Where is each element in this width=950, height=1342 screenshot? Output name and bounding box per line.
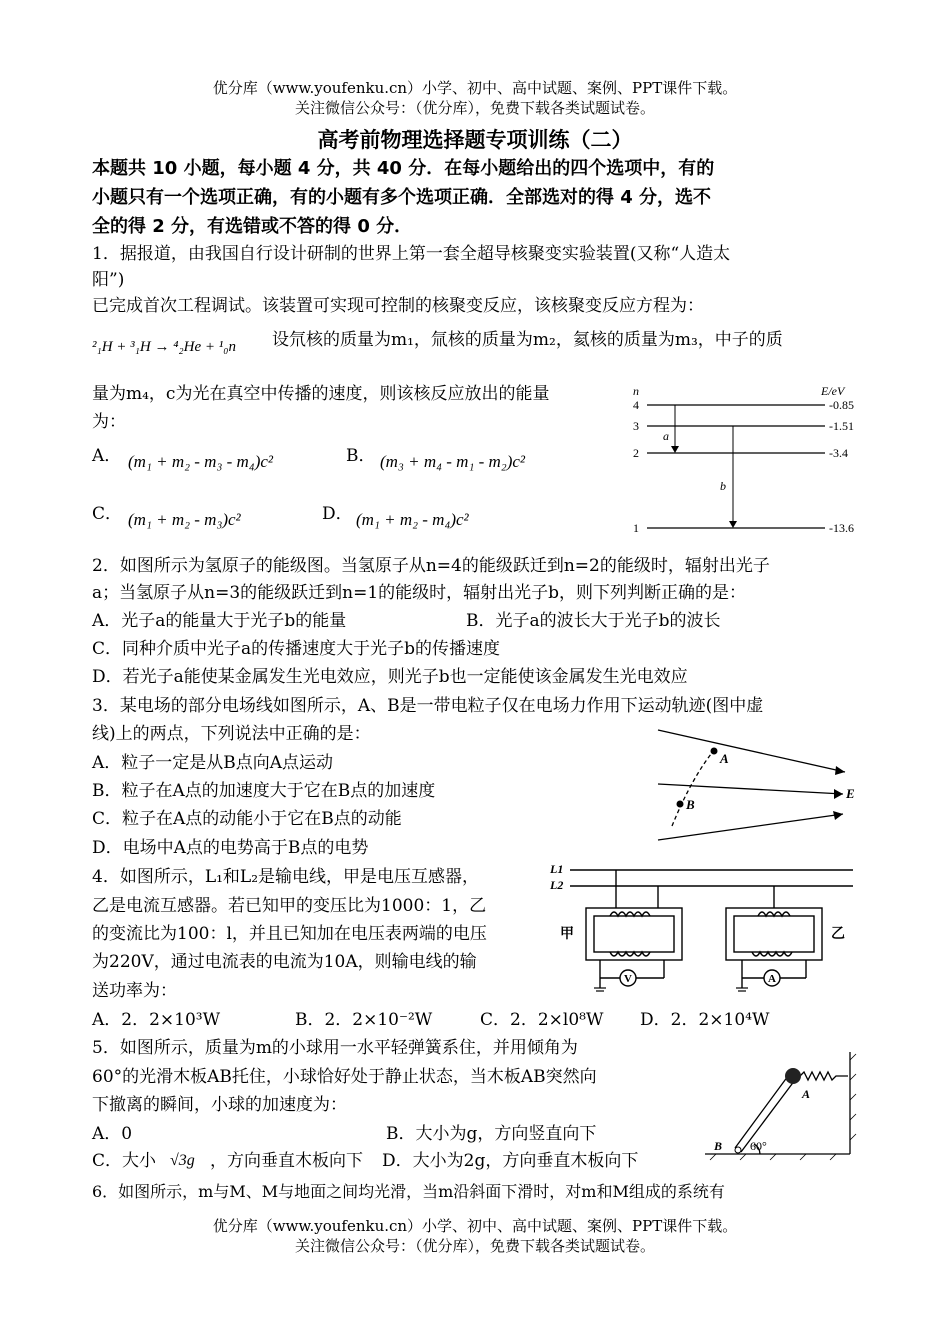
q1-line-5: 量为m₄，c为光在真空中传播的速度，则该核反应放出的能量 [92, 384, 550, 404]
spring [800, 1072, 848, 1080]
transformer-diagram [548, 856, 858, 994]
q1-option-c-label: C． [92, 504, 123, 524]
level-n-4: 4 [633, 398, 639, 412]
level-e-4: -0.85 [829, 398, 854, 412]
q1-option-c: (m₁ + m₂ - m₃)c² [128, 510, 241, 529]
q2-option-d: D．若光子a能使某金属发生光电效应，则光子b也一定能使该金属发生光电效应 [92, 667, 688, 687]
wall-hatch-5 [850, 1134, 856, 1140]
page-title: 高考前物理选择题专项训练（二） [317, 128, 633, 152]
footer-line-2: 关注微信公众号：（优分库），免费下载各类试题试卷。 [294, 1237, 655, 1255]
q1-option-b: (m₃ + m₄ - m₁ - m₂)c² [380, 452, 526, 471]
q1-line-2: 阳”) [92, 270, 125, 290]
q4-option-a: A．2．2×10³W [92, 1010, 221, 1030]
field-arrowhead-top [835, 766, 845, 775]
wall-hatch-4 [850, 1114, 856, 1120]
q3-option-a: A．粒子一定是从B点向A点运动 [92, 753, 334, 773]
intro-line-1: 本题共 10 小题，每小题 4 分，共 40 分．在每小题给出的四个选项中，有的 [92, 158, 715, 179]
q1-option-d-label: D． [322, 504, 353, 524]
field-line-top [658, 730, 845, 772]
incline-spring-diagram [700, 1050, 860, 1162]
q1-option-d: (m₁ + m₂ - m₄)c² [356, 510, 469, 529]
field-arrowhead-middle [834, 789, 843, 799]
q5-line-2: 60°的光滑木板AB托住，小球恰好处于静止状态，当木板AB突然向 [92, 1067, 597, 1087]
energy-e-label: E/eV [821, 384, 845, 398]
q1-option-a-label: A． [92, 446, 122, 466]
q4-option-c: C．2．2×l0⁸W [480, 1010, 604, 1030]
q1-option-b-label: B． [346, 446, 376, 466]
ground-hatch-5 [830, 1154, 836, 1160]
electric-field-diagram [650, 722, 860, 847]
header-line-2: 关注微信公众号：（优分库），免费下载各类试题试卷。 [294, 99, 655, 117]
ammeter-label: A [768, 973, 776, 985]
transformer-jia-window [594, 916, 674, 952]
footer-line-1: 优分库（www.youfenku.cn）小学、初中、高中试题、案例、PPT课件下载。 [212, 1217, 738, 1235]
q2-option-c: C．同种介质中光子a的传播速度大于光子b的传播速度 [92, 639, 501, 659]
q3-line-1: 3．某电场的部分电场线如图所示，A、B是一带电粒子仅在电场力作用下运动轨迹(图中虚 [92, 696, 764, 716]
trajectory-dashed [672, 749, 715, 826]
energy-level-diagram [625, 380, 865, 545]
q1-option-a: (m₁ + m₂ - m₃ - m₄)c² [128, 452, 274, 471]
point-a-dot [711, 748, 718, 755]
point-b-dot [677, 801, 684, 808]
ball [785, 1068, 801, 1084]
level-e-1: -13.6 [829, 521, 854, 535]
arrow-b-head [729, 521, 737, 528]
q4-option-b: B．2．2×10⁻²W [295, 1010, 433, 1030]
field-line-bottom [658, 814, 843, 840]
field-arrowhead-bottom [833, 811, 843, 820]
q2-line-1: 2．如图所示为氢原子的能级图。当氢原子从n=4的能级跃迁到n=2的能级时，辐射出光子 [92, 556, 770, 576]
wall-hatch-3 [850, 1094, 856, 1100]
transformer-yi-window [734, 916, 814, 952]
yi-label: 乙 [831, 926, 845, 942]
incline-b-label: B [714, 1139, 723, 1153]
ground-hatch-2 [740, 1154, 746, 1160]
hinge-b [735, 1147, 741, 1153]
q2-option-b: B．光子a的波长大于光子b的波长 [466, 611, 721, 631]
q1-line-4: 设氘核的质量为m₁，氚核的质量为m₂，氦核的质量为m₃，中子的质 [272, 330, 783, 350]
level-e-3: -1.51 [829, 419, 854, 433]
voltmeter-label: V [624, 973, 632, 985]
field-line-middle [658, 784, 843, 794]
point-a-label: A [720, 751, 729, 766]
point-b-label: B [686, 797, 695, 812]
q1-equation: ²₁H + ³₁H → ⁴₂He + ¹₀n [92, 339, 236, 355]
q4-line-2: 乙是电流互感器。若已知甲的变压比为1000：1，乙 [92, 896, 487, 916]
line-l2-label: L2 [550, 878, 564, 892]
intro-line-2: 小题只有一个选项正确，有的小题有多个选项正确．全部选对的得 4 分，选不 [92, 187, 712, 208]
board-ab-1 [735, 1076, 788, 1148]
line-l1-label: L1 [550, 862, 564, 876]
field-e-label: E [846, 786, 855, 801]
q3-option-d: D．电场中A点的电势高于B点的电势 [92, 838, 369, 858]
level-e-2: -3.4 [829, 446, 848, 460]
q6-line-1: 6．如图所示，m与M、M与地面之间均光滑，当m沿斜面下滑时，对m和M组成的系统有 [92, 1182, 725, 1201]
q3-option-b: B．粒子在A点的加速度大于它在B点的加速度 [92, 781, 436, 801]
ground-hatch-3 [770, 1154, 776, 1160]
header-line-1: 优分库（www.youfenku.cn）小学、初中、高中试题、案例、PPT课件下载。 [212, 79, 738, 97]
q4-line-3: 的变流比为100：l，并且已知加在电压表两端的电压 [92, 924, 487, 944]
arrow-a-head [671, 446, 679, 453]
arrow-a-label: a [663, 429, 669, 443]
q2-option-a: A．光子a的能量大于光子b的能量 [92, 611, 347, 631]
wall-hatch-1 [850, 1054, 856, 1060]
level-n-1: 1 [633, 521, 639, 535]
q4-line-1: 4．如图所示，L₁和L₂是输电线，甲是电压互感器， [92, 867, 480, 887]
energy-n-label: n [633, 384, 639, 398]
q5-option-c-post: ，方向垂直木板向下 [210, 1151, 363, 1171]
q5-option-d: D．大小为2g，方向垂直木板向下 [382, 1151, 639, 1171]
q5-option-b: B．大小为g，方向竖直向下 [386, 1124, 597, 1144]
ground-hatch-4 [800, 1154, 806, 1160]
level-n-3: 3 [633, 419, 639, 433]
q5-line-1: 5．如图所示，质量为m的小球用一水平轻弹簧系住，并用倾角为 [92, 1038, 578, 1058]
intro-line-3: 全的得 2 分，有选错或不答的得 0 分． [92, 216, 413, 237]
level-n-2: 2 [633, 446, 639, 460]
q4-line-5: 送功率为： [92, 981, 177, 1001]
q1-line-1: 1．据报道，由我国自行设计研制的世界上第一套全超导核聚变实验装置(又称“人造太 [92, 244, 731, 264]
incline-a-label: A [802, 1087, 811, 1101]
q1-line-6: 为： [92, 412, 126, 432]
q5-option-c-pre: C．大小 [92, 1151, 157, 1171]
q3-line-2: 线)上的两点，下列说法中正确的是： [92, 724, 371, 744]
q2-line-2: a；当氢原子从n=3的能级跃迁到n=1的能级时，辐射出光子b，则下列判断正确的是： [92, 583, 747, 603]
q3-option-c: C．粒子在A点的动能小于它在B点的动能 [92, 809, 402, 829]
q4-line-4: 为220V，通过电流表的电流为10A，则输电线的输 [92, 952, 477, 972]
ground-hatch-1 [710, 1154, 716, 1160]
jia-label: 甲 [560, 926, 574, 942]
q1-line-3: 已完成首次工程调试。该装置可实现可控制的核聚变反应，该核聚变反应方程为： [92, 296, 704, 316]
q5-option-c-expr: √3g [170, 1152, 195, 1169]
q5-line-3: 下撤离的瞬间，小球的加速度为： [92, 1095, 347, 1115]
q5-option-a: A．0 [92, 1124, 133, 1144]
arrow-b-label: b [720, 479, 726, 493]
q4-option-d: D．2．2×10⁴W [640, 1010, 770, 1030]
incline-angle-label: 60° [750, 1139, 767, 1153]
wall-hatch-2 [850, 1074, 856, 1080]
